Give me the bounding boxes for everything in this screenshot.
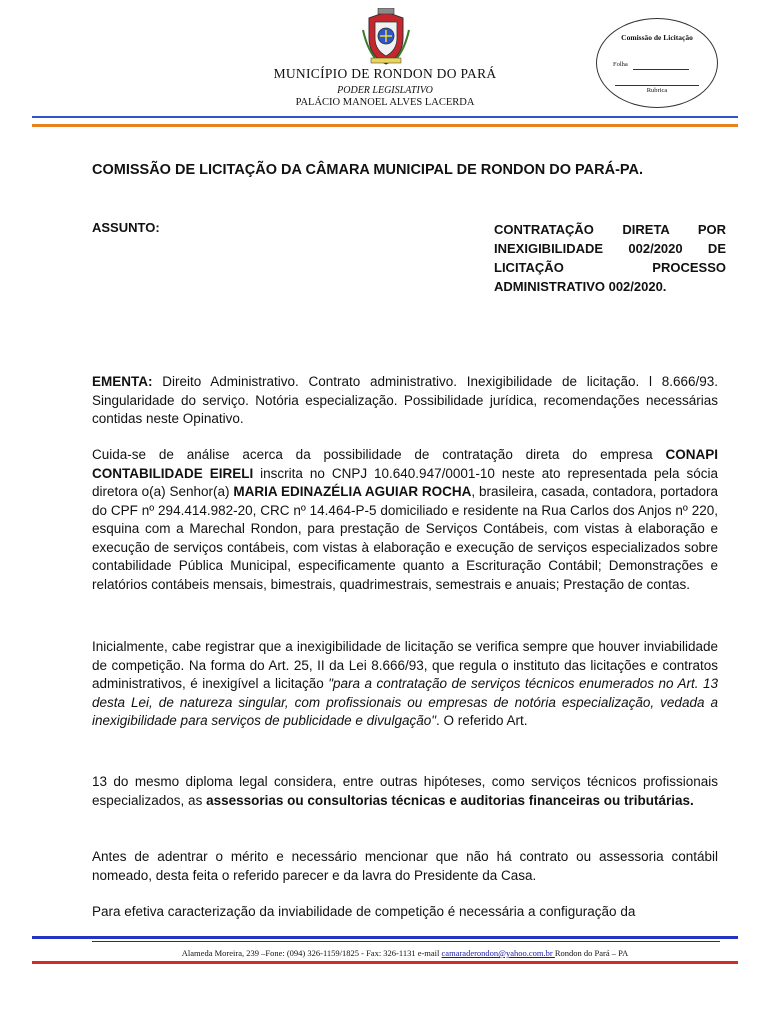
municipality-title: MUNICÍPIO DE RONDON DO PARÁ: [273, 66, 497, 81]
assunto-label: ASSUNTO:: [92, 220, 160, 235]
palace-name-subtitle: PALÁCIO MANOEL ALVES LACERDA: [295, 97, 475, 108]
p3-bold-text: assessorias ou consultorias técnicas e auditorias financeiras ou tributárias.: [206, 792, 694, 808]
footer-address: [92, 948, 718, 958]
paragraph-competition: Para efetiva caracterização da inviabilidade de competição é necessária a configuração da: [92, 904, 636, 919]
ementa-label: EMENTA:: [92, 374, 153, 389]
footer-address-text: Alameda Moreira, 239 –Fone: (094) 326-1159/1825 - Fax: 326-1131 e-mail: [181, 948, 442, 958]
assunto-value: CONTRATAÇÃO DIRETA POR INEXIGIBILIDADE 002/2020 DE LICITAÇÃO PROCESSO ADMINISTRATIVO 002/2020.: [494, 222, 726, 294]
municipal-crest-logo: [361, 8, 411, 66]
paragraph-merit: Antes de adentrar o mérito e necessário mencionar que não há contrato ou assessoria contábil nomeado, desta feita o referido parecer e da lavra do Presidente da Casa.: [92, 849, 718, 883]
legislative-branch-subtitle: PODER LEGISLATIVO: [337, 85, 433, 96]
p1-text-c: , brasileira, casada, contadora, portadora do CPF nº 294.414.982-20, CRC nº 14.464-P-5 domiciliado e residente na Rua Carlos dos Anjos nº 220, esquina com a Marechal Rondon, para prestação de Serviços Contábeis, com vistas à elaboração e execução de serviços contábeis, com vistas à elaboração e execução de serviços especializados sobre contabilidade Pública Municipal, especificamente quanto a Escrituração Contábil; Demonstrações e relatórios contábeis mensais, bimestrais, quadrimestrais, semestrais e anuais; Prestação de contas.: [92, 484, 718, 592]
person-name: MARIA EDINAZÉLIA AGUIAR ROCHA: [233, 484, 472, 499]
commission-stamp: [596, 18, 718, 108]
paragraph-analysis: [92, 446, 718, 594]
p1-text-b: inscrita no CNPJ 10.640.947/0001-10 neste ato representada pela sócia diretora o(a) Senhor(a): [92, 465, 718, 499]
footer-red-line: [32, 961, 738, 964]
ementa-paragraph: [92, 373, 718, 429]
p1-text-a: Cuida-se de análise acerca da possibilidade de contratação direta do empresa: [92, 447, 666, 462]
company-name: CONAPI CONTABILIDADE EIRELI: [92, 447, 718, 481]
p2-text-a: Inicialmente, cabe registrar que a inexigibilidade de licitação se verifica sempre que houver inviabilidade de competição. Na forma do Art. 25, II da Lei 8.666/93, que regula o instituto das licitações e contratos administrativos, é inexigível a licitação: [92, 639, 718, 691]
p3-text-a: 13 do mesmo diploma legal considera, entre outras hipóteses, como serviços técnicos profissionais especializados, as: [92, 774, 718, 808]
stamp-folha-line: [633, 69, 689, 70]
stamp-rubrica-line: [615, 85, 699, 86]
footer-blue-line: [32, 936, 738, 939]
footer-email-link[interactable]: camaraderondon@yahoo.com.br: [441, 948, 555, 958]
stamp-title: Comissão de Licitação: [621, 33, 693, 42]
stamp-rubrica-label: Rubrica: [646, 87, 668, 94]
document-heading: COMISSÃO DE LICITAÇÃO DA CÂMARA MUNICIPAL DE RONDON DO PARÁ-PA.: [92, 162, 643, 178]
p2-text-b: . O referido Art.: [436, 713, 528, 728]
paragraph-article-13: [92, 773, 718, 810]
footer-thin-line: [92, 941, 720, 942]
header-orange-line: [32, 124, 738, 127]
stamp-folha-label: Folha: [613, 61, 628, 68]
footer-city: Rondon do Pará – PA: [554, 948, 629, 958]
ementa-text: Direito Administrativo. Contrato administrativo. Inexigibilidade de licitação. l 8.666/93. Singularidade do serviço. Notória especialização. Possibilidade jurídica, recomendações necessárias contidas neste Opinativo.: [92, 374, 718, 426]
header-blue-line: [32, 116, 738, 118]
paragraph-initial: [92, 638, 718, 731]
law-quote: "para a contratação de serviços técnicos enumerados no Art. 13 desta Lei, de natureza singular, com profissionais ou empresas de notória especialização, vedada a inexigibilidade para serviços de publicidade e divulgação": [92, 676, 718, 728]
